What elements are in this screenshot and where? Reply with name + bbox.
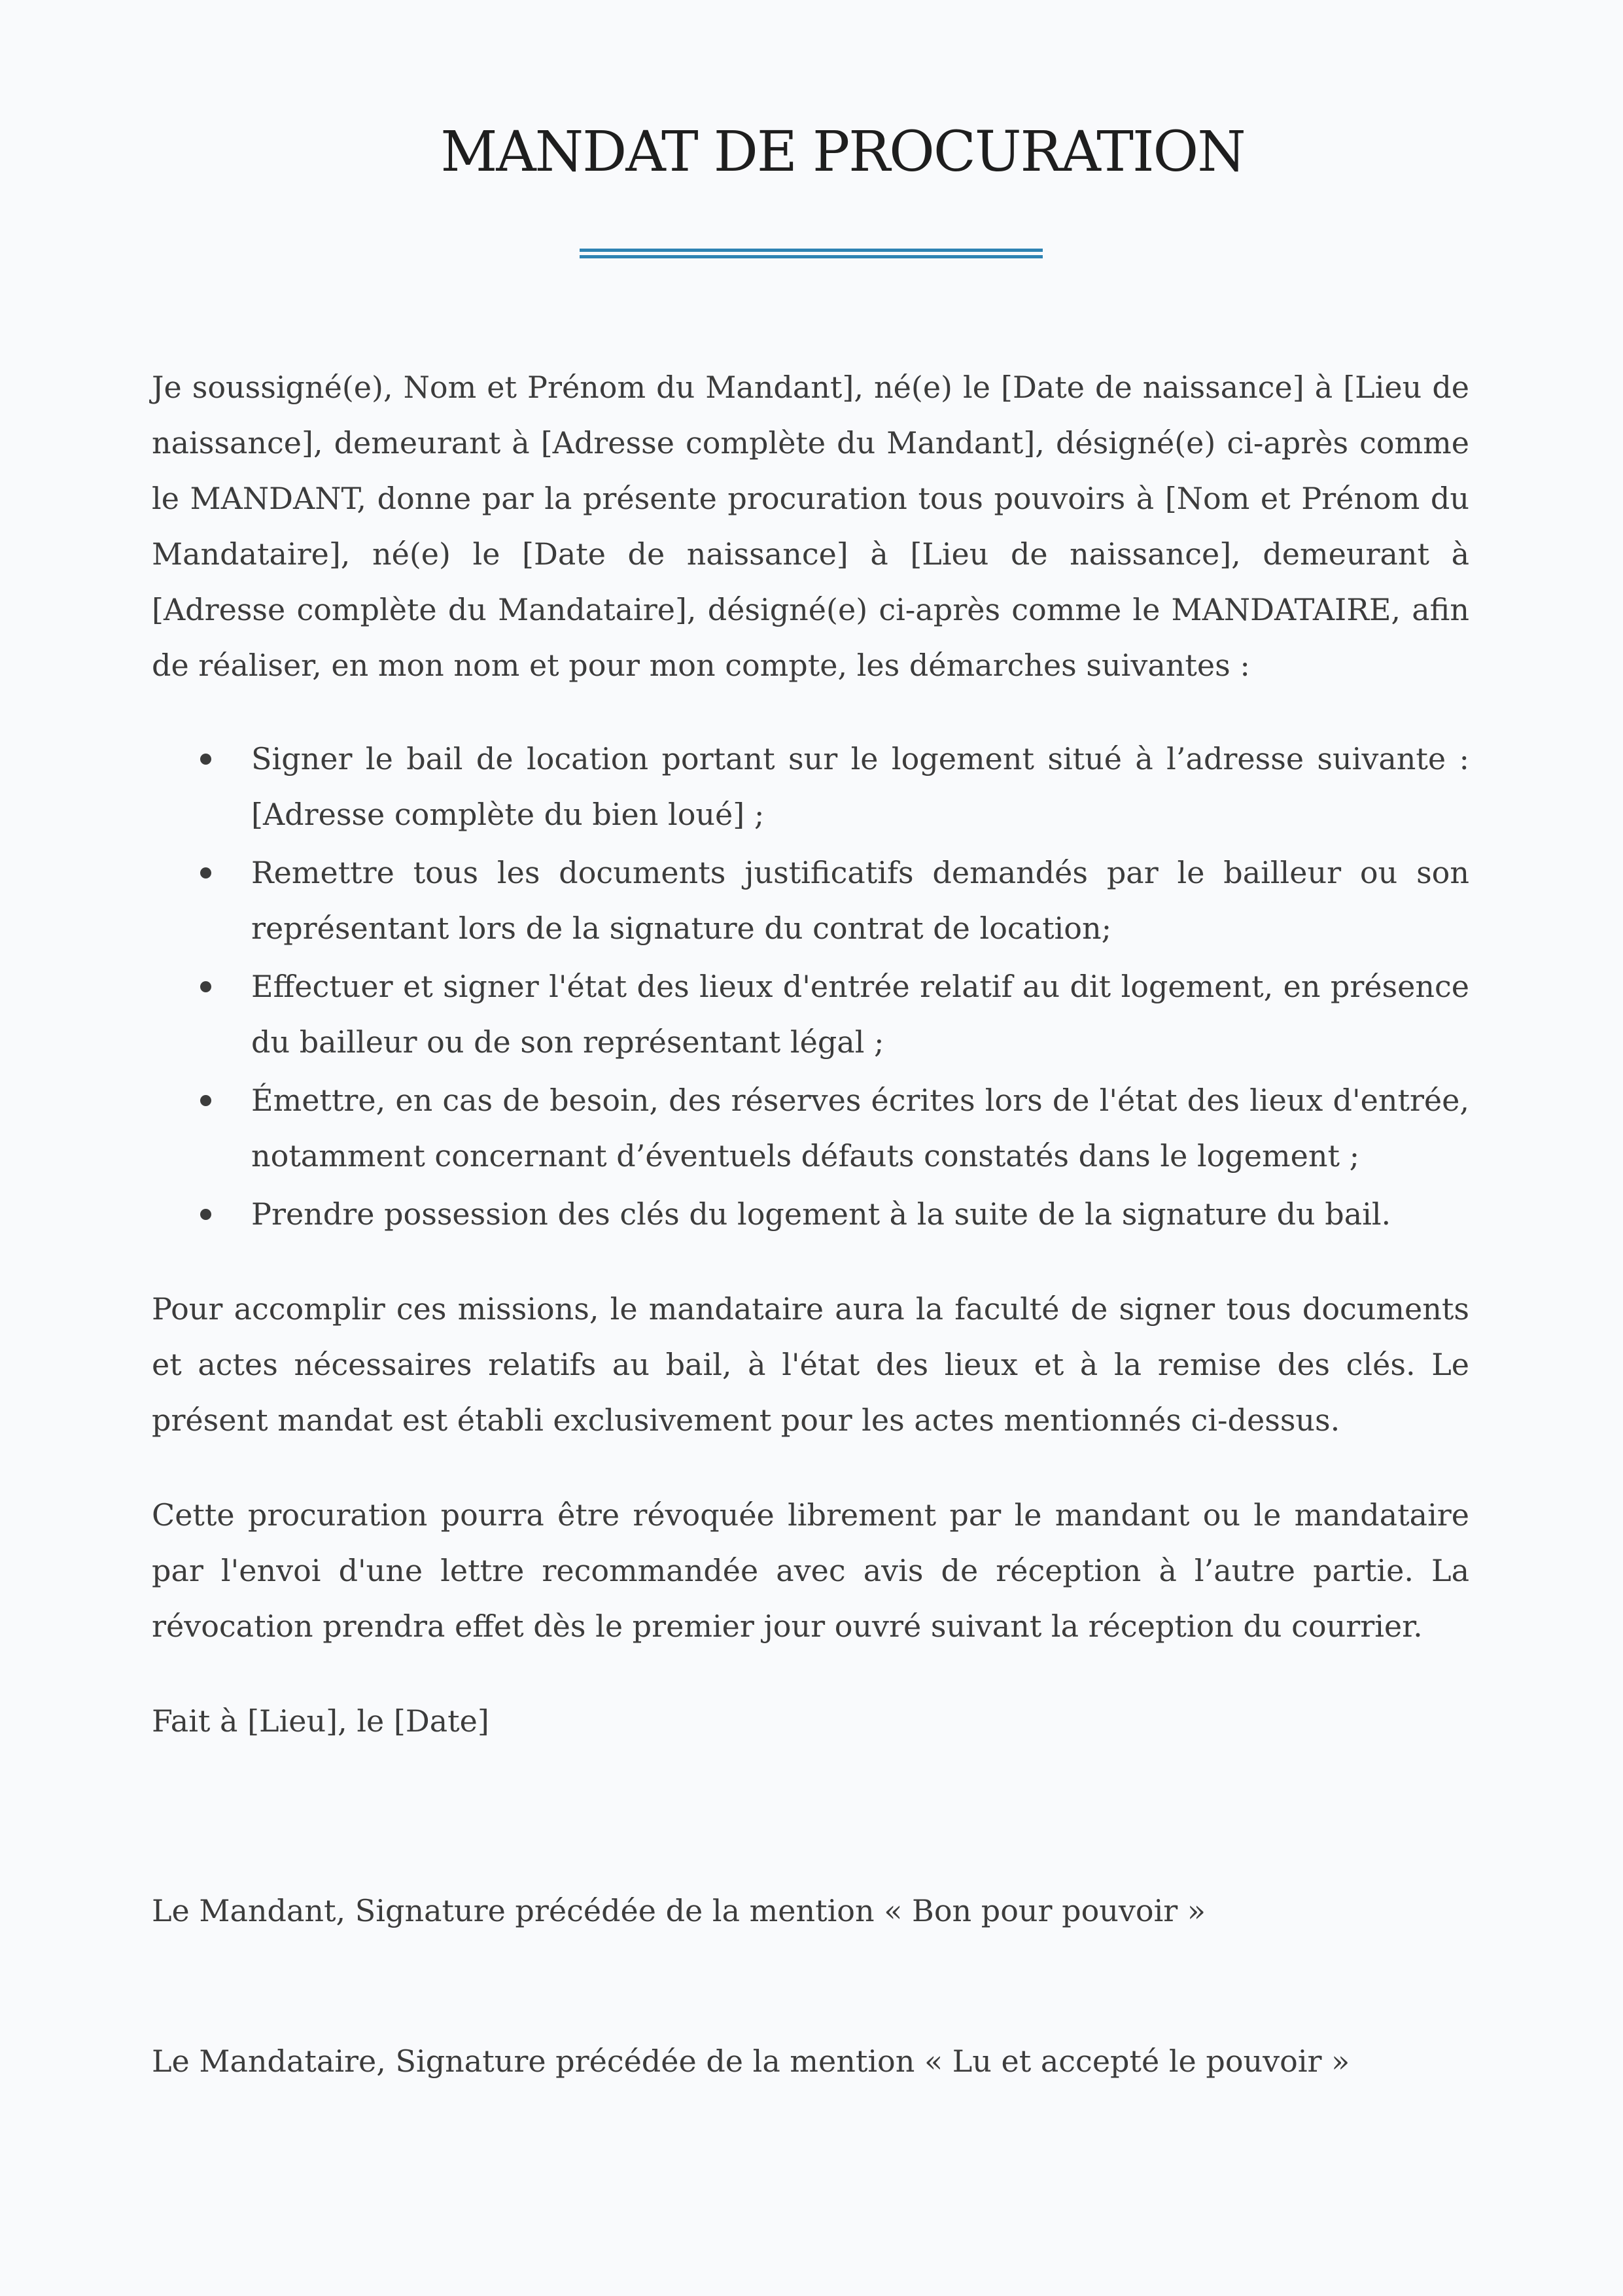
list-item: [251, 845, 1469, 956]
document-title: MANDAT DE PROCURATION: [440, 120, 1245, 184]
signature-mandataire: Le Mandataire, Signature précédée de la mention « Lu et accepté le pouvoir »: [152, 2044, 1350, 2079]
list-item-text: Signer le bail de location portant sur le logement situé à l’adresse suivante : [Adresse complète du bien loué] ;: [251, 741, 1469, 832]
missions-paragraph: Pour accomplir ces missions, le mandataire aura la faculté de signer tous documents et actes nécessaires relatifs au bail, à l'état des lieux et à la remise des clés. Le présent mandat est établi exclusivement pour les actes mentionnés ci-dessus.: [152, 1291, 1469, 1438]
signature-mandant: Le Mandant, Signature précédée de la mention « Bon pour pouvoir »: [152, 1893, 1206, 1928]
list-item-text: Remettre tous les documents justificatifs demandés par le bailleur ou son représentant lors de la signature du contrat de location;: [251, 855, 1469, 946]
title-double-rule: [580, 249, 1043, 258]
actions-list: [152, 731, 1469, 1242]
rule-line-bottom: [580, 255, 1043, 258]
document-body: [152, 360, 1469, 2089]
bullet-icon: [200, 1095, 211, 1106]
bullet-icon: [200, 1209, 211, 1220]
revocation-paragraph: Cette procuration pourra être révoquée librement par le mandant ou le mandataire par l'envoi d'une lettre recommandée avec avis de réception à l’autre partie. La révocation prendra effet dès le premier jour ouvré suivant la réception du courrier.: [152, 1497, 1469, 1644]
rule-line-top: [580, 249, 1043, 252]
place-date-line: Fait à [Lieu], le [Date]: [152, 1703, 489, 1739]
list-item-text: Émettre, en cas de besoin, des réserves écrites lors de l'état des lieux d'entrée, notamment concernant d’éventuels défauts constatés dans le logement ;: [251, 1083, 1469, 1174]
bullet-icon: [200, 867, 211, 878]
bullet-icon: [200, 981, 211, 992]
list-item: [251, 731, 1469, 843]
list-item: [251, 1187, 1469, 1242]
list-item-text: Effectuer et signer l'état des lieux d'entrée relatif au dit logement, en présence du bailleur ou de son représentant légal ;: [251, 969, 1469, 1060]
bullet-icon: [200, 754, 211, 765]
list-item: [251, 1073, 1469, 1184]
list-item: [251, 959, 1469, 1070]
intro-paragraph: Je soussigné(e), Nom et Prénom du Mandant], né(e) le [Date de naissance] à [Lieu de naissance], demeurant à [Adresse complète du Mandant], désigné(e) ci-après comme le MANDANT, donne par la présente procuration tous pouvoirs à [Nom et Prénom du Mandataire], né(e) le [Date de naissance] à [Lieu de naissance], demeurant à [Adresse complète du Mandataire], désigné(e) ci-après comme le MANDATAIRE, afin de réaliser, en mon nom et pour mon compte, les démarches suivantes :: [152, 370, 1469, 683]
list-item-text: Prendre possession des clés du logement à la suite de la signature du bail.: [251, 1196, 1391, 1232]
